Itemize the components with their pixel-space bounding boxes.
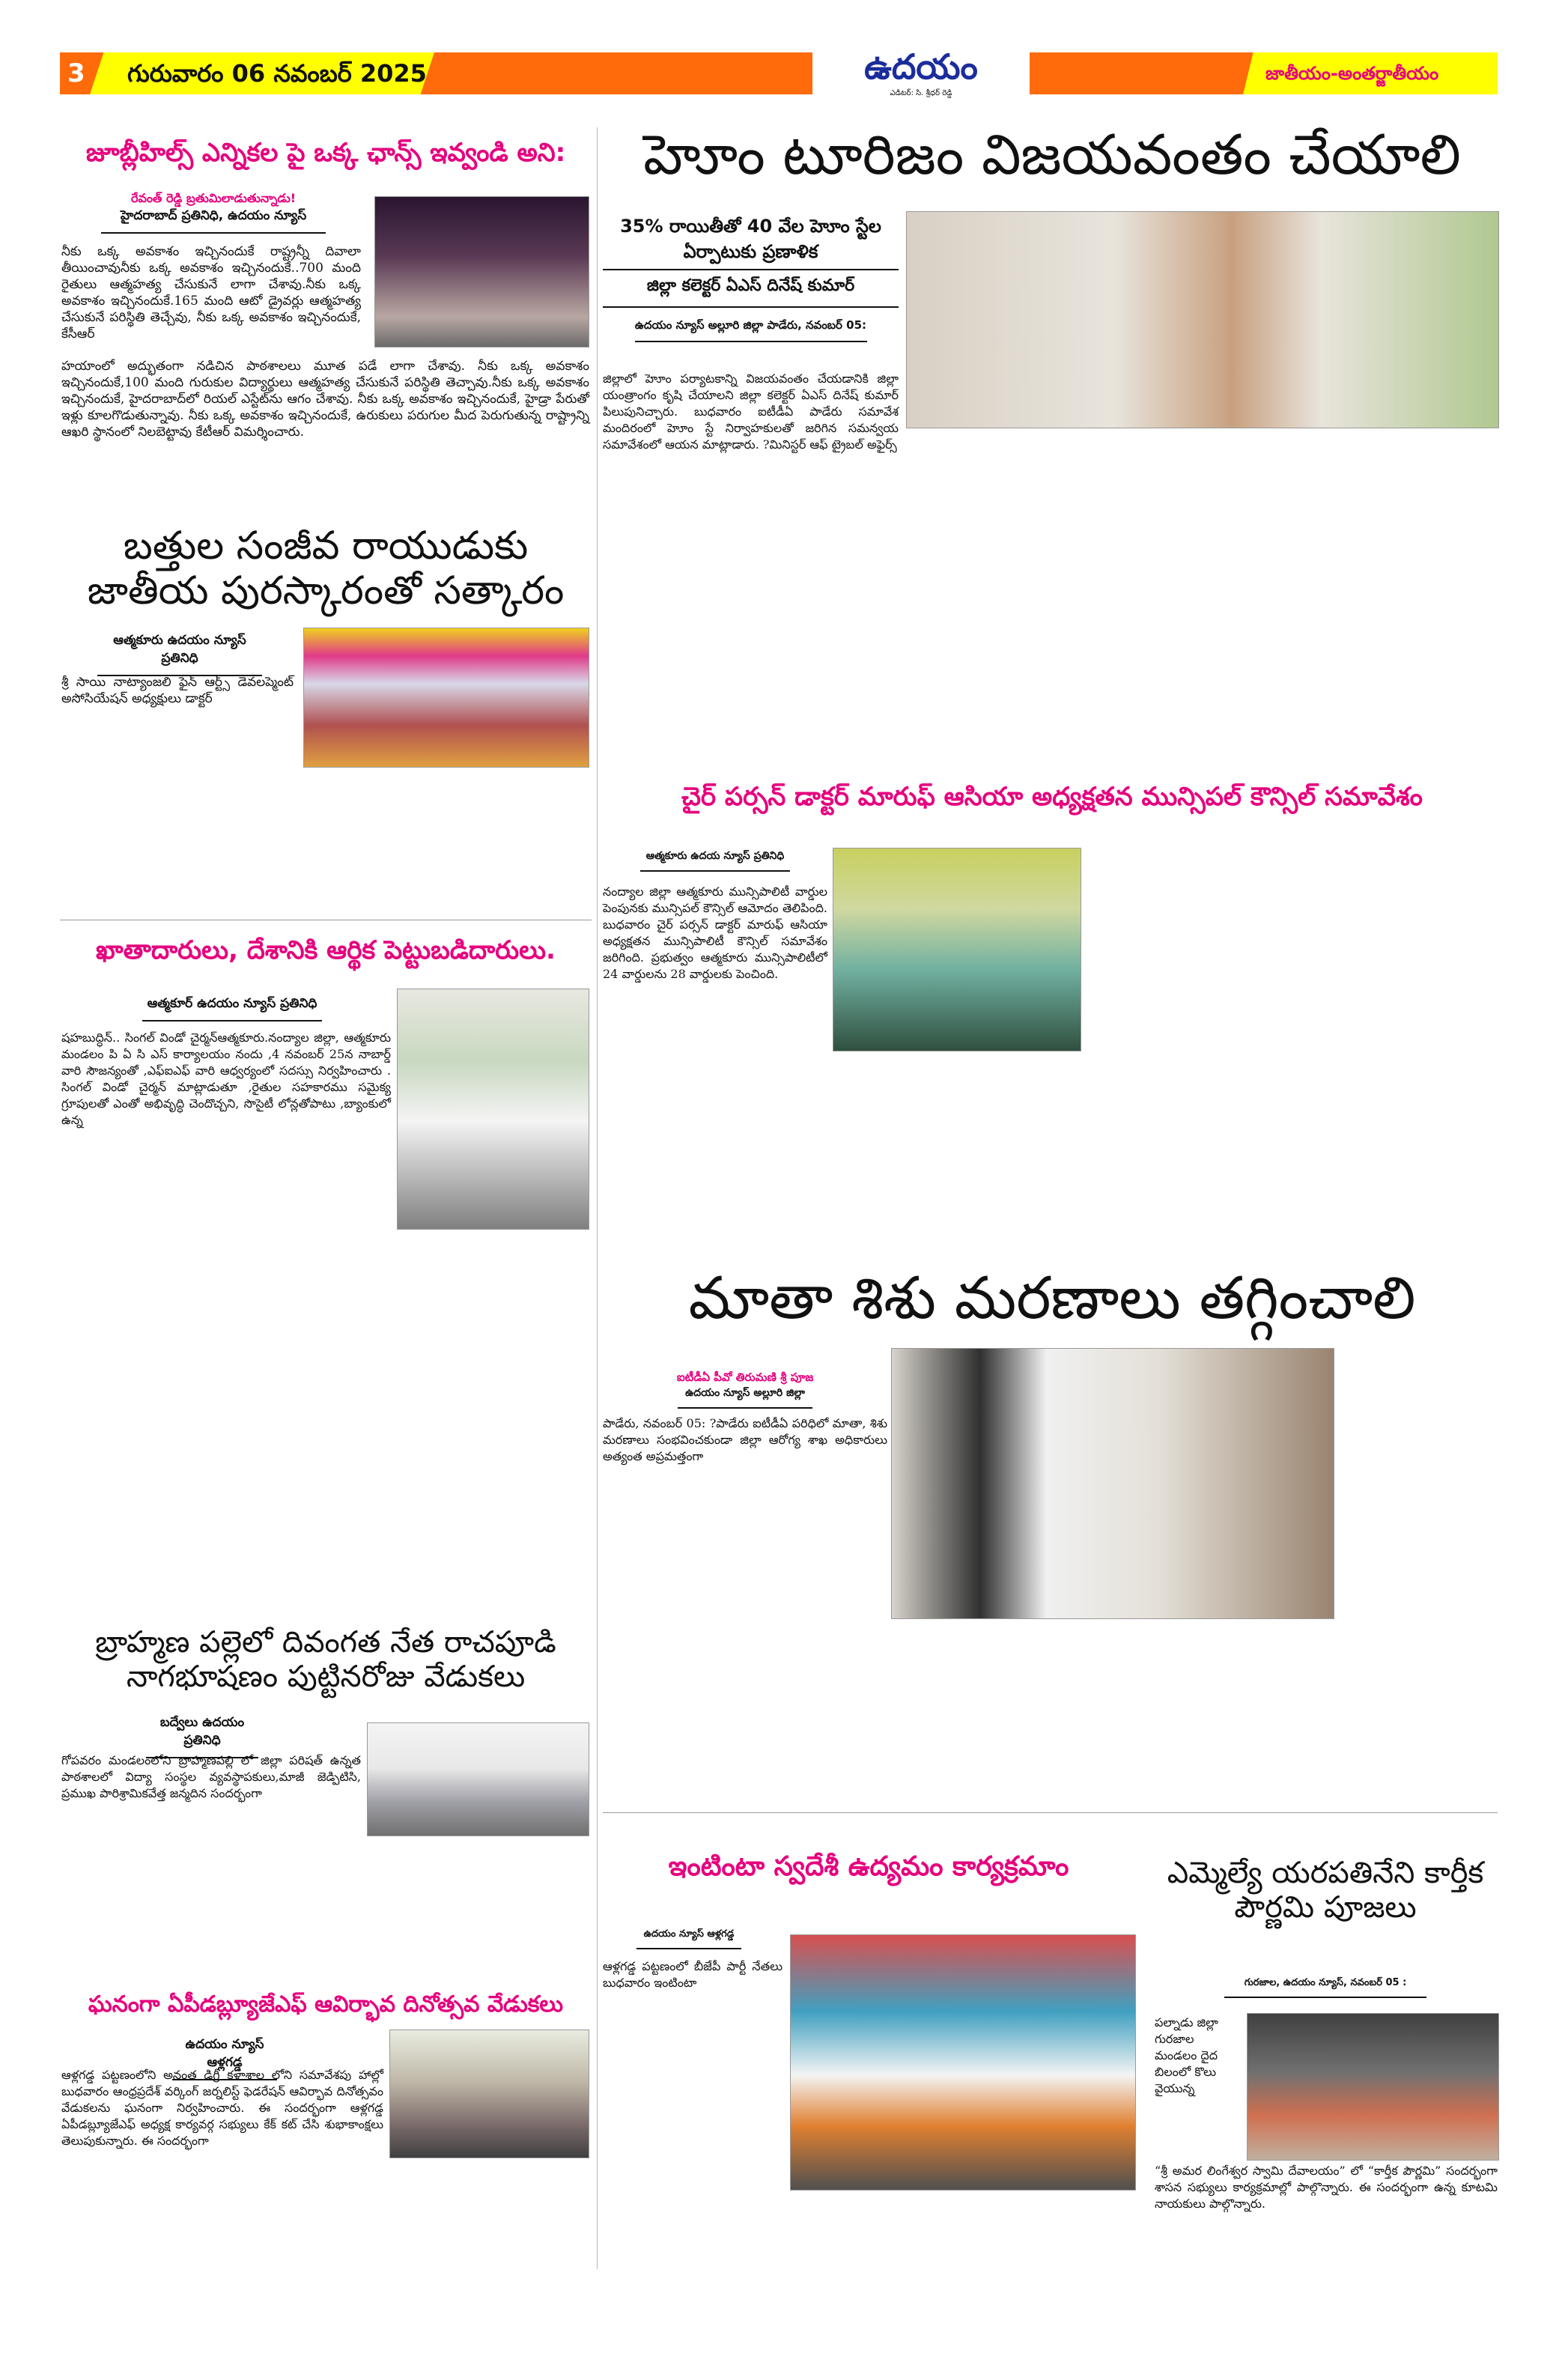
photo-award-ceremony xyxy=(303,628,589,768)
page-number: 3 xyxy=(67,58,85,88)
article-body: నీకు ఒక్క అవకాశం ఇచ్చినందుకే రాష్ట్రన్నీ దివాలా తీయించావునీకు ఒక్క అవకాశం ఇచ్చినందుకే..700 మంది రైతులు ఆత్మహత్య చేసుకునే లాగా చేశావు.నీకు ఒక్క అవకాశం ఇచ్చినందుకే.165 మంది ఆటో డ్రైవర్లు ఆత్మహత్య చేసుకునే పరిస్థితి తెచ్చేవు, నీకు ఒక్క అవకాశం ఇచ్చినందుకే, కేసీఆర్ xyxy=(61,244,361,341)
photo-speaker-mic xyxy=(397,989,589,1230)
municipal-byline-block xyxy=(603,850,827,879)
article-body: జిల్లాలో హెూం పర్యాటకాన్ని విజయవంతం చేయడానికి జిల్లా యంత్రాంగం కృషి చేయాలని జిల్లా కలెక్టర్ ఏఎస్ దినేష్ కుమార్ పిలుపునిచ్చారు. బుధవారం ఐటీడీఏ పాడేరు సమావేశ మందిరంలో హెూం స్టే నిర్వాహకులతో జరిగిన సమన్వయ సమావేశంలో ఆయన మాట్లాడారు. ?మినిస్టర్ ఆఫ్ ట్రైబల్ అఫైర్స్ xyxy=(603,371,899,452)
article-body: షహబుద్ధిన్.. సింగల్ విండో చైర్మన్ఆత్మకూరు.నంద్యాల జిల్లా, ఆత్మకూరు మండలం పి ఏ సి ఎస్ కార్యాలయం నందు ,4 నవంబర్ 25న నాబార్డ్ వారి సౌజన్యంతో ,ఎఫ్ఐఎఫ్ వారి ఆధ్వర్యంలో సదస్సు నిర్వహించారు . సింగల్ విండో చైర్మన్ మాట్లాడుతూ ,రైతుల సహకారము సమైక్య గ్రూపులతో ఎంతో అభివృద్ధి చెందొచ్చని, సొసైటీ లోన్లతోపాటు ,బ్యాంకులో ఉన్న xyxy=(61,1030,391,1127)
photo-bjp-campaign xyxy=(790,1934,1136,2191)
subhead: ఐటీడీఏ పీవో తిరుమణి శ్రీ పూజ xyxy=(676,1370,814,1384)
article-body-narrow: పల్నాడు జిల్లా గురజాల మండలం దైద బిలంలో కొలు వైయున్న xyxy=(1155,2015,1218,2095)
byline: ఉదయం న్యూస్ ఆళ్లగడ్డ xyxy=(636,1928,741,1949)
headline-municipal: చైర్ పర్సన్ డాక్టర్ మారుఫ్ ఆసియా అధ్యక్షతన మున్సిపల్ కౌన్సిల్ సమావేశం xyxy=(681,782,1423,812)
article-body: పాడేరు, నవంబర్ 05: ?పాడేరు ఐటీడీఏ పరిధిలో మాతా, శిశు మరణాలు సంభవించకుండా జిల్లా ఆరోగ్య శాఖ అధికారులు అత్యంత అప్రమత్తంగా xyxy=(603,1416,887,1463)
article-body: ఆళ్లగడ్డ పట్టణంలోని అనంత డిగ్రీ కళాశాల లోని సమావేశపు హాల్లో బుధవారం ఆంధ్రప్రదేశ్ వర్కింగ్ జర్నలిస్ట్ ఫెడరేషన్ ఆవిర్భావ దినోత్సవం వేడుకలను ఘనంగా నిర్వహించారు. ఈ సందర్భంగా ఆళ్లగడ్డ ఏపీడబ్ల్యూజేఎఫ్ అధ్యక్ష కార్యవర్గ సభ్యులు కేక్ కట్ చేసి శుభాకాంక్షలు తెలుపుకున్నారు. ఈ సందర్భంగా xyxy=(61,2068,383,2148)
logo xyxy=(812,45,1030,105)
article-body: నంద్యాల జిల్లా ఆత్మకూరు మున్సిపాలిటీ వార్డుల పెంపునకు మున్సిపల్ కౌన్సిల్ ఆమోదం తెలిపింది. బుధవారం చైర్ పర్సన్ డాక్టర్ మారుఫ్ ఆసియా అధ్యక్షతన మున్సిపాలిటీ కౌన్సిల్ సమావేశం జరిగింది. ప్రభుత్వం ఆత్మకూరు మున్సిపాలిటీలో 24 వార్డులను 28 వార్డులకు పెంచింది. xyxy=(603,884,827,981)
photo-cake-cutting xyxy=(389,2029,589,2158)
article-body: ఆళ్లగడ్డ పట్టణంలో బీజేపీ పార్టీ నేతలు బుధవారం ఇంటింటా xyxy=(603,1959,783,1990)
article-body: “శ్రీ అమర లింగేశ్వర స్వామి దేవాలయం” లో “కార్తీక పౌర్ణమి” సందర్భంగా శాసన సభ్యులు కార్యక్రమాల్లో పాల్గొన్నారు. ఈ సందర్భంగా ఉన్న కూటమి నాయకులు పాల్గొన్నారు. xyxy=(1155,2164,1498,2211)
subhead: 35% రాయితీతో 40 వేల హెూం స్టేల ఏర్పాటుకు ప్రణాళిక xyxy=(603,213,899,270)
logo-text: ఉదయం xyxy=(864,46,978,87)
byline: ఉదయం న్యూస్ అల్లూరి జిల్లా xyxy=(678,1387,812,1409)
subhead: రేవంత్ రెడ్డి బ్రతుమిలాడుతున్నాడు! xyxy=(130,191,297,205)
headline-khatadarulu: ఖాతాదారులు, దేశానికి ఆర్థిక పెట్టుబడిదారులు. xyxy=(96,935,556,965)
maternal-credits xyxy=(603,1370,887,1416)
swadeshi-byline-block xyxy=(603,1928,775,1957)
headline: జూబ్లీహిల్స్ ఎన్నికల పై ఒక్క ఛాన్స్ ఇవ్వండి అని: xyxy=(85,138,566,168)
photo-po-desk xyxy=(891,1348,1334,1619)
headline-swadeshi: ఇంటింటా స్వదేశీ ఉద్యమం కార్యక్రమాం xyxy=(668,1851,1069,1882)
byline: ఆత్మకూరు ఉదయం న్యూస్ ప్రతినిధి xyxy=(97,633,262,676)
byline: బద్వేలు ఉదయం ప్రతినిధి xyxy=(146,1715,258,1758)
headline-home-stay: హెూం టూరిజం విజయవంతం చేయాలి xyxy=(643,123,1461,187)
photo-chairperson xyxy=(833,848,1081,1051)
byline: హైదరాబాద్ ప్రతినిధి, ఉదయం న్యూస్ xyxy=(101,208,326,234)
jubilee-credits xyxy=(67,191,359,241)
article-body: గోపవరం మండలంలోని బ్రాహ్మణపల్లి లో జిల్లా పరిషత్ ఉన్నత పాఠశాలలో విద్యా సంస్థల వ్యవస్థాపకులు,మాజీ జెడ్పిటిసి, ప్రముఖ పారిశ్రామికవేత్త జన్మదిన సందర్భంగా xyxy=(61,1753,361,1800)
issue-date: గురువారం 06 నవంబర్ 2025 xyxy=(127,59,427,88)
photo-puja xyxy=(1247,2013,1499,2161)
headline-karthika: ఎమ్మెల్యే యరపతినేని కార్తీక పౌర్ణమి పూజలు xyxy=(1167,1856,1484,1925)
headline-sanjeeva: బత్తుల సంజీవ రాయుడుకు జాతీయ పురస్కారంతో సత్కారం xyxy=(87,523,565,613)
byline: గురజాల, ఉదయం న్యూస్, నవంబర్ 05 : xyxy=(1224,1977,1426,1998)
divider xyxy=(603,1812,1498,1813)
headline-maternal: మాతా శిశు మరణాలు తగ్గించాలి xyxy=(688,1265,1416,1332)
logo-tagline: ఎడిటర్: సి. శ్రీధర్ రెడ్డి xyxy=(890,89,952,97)
home-stay-subheads xyxy=(603,213,899,350)
khata-byline-block xyxy=(82,996,382,1029)
article-body-wide: హయాంలో అద్భుతంగా నడిచిన పాఠశాలలు మూత పడే లాగా చేశావు. నీకు ఒక్క అవకాశం ఇచ్చినందుకే,100 మంది గురుకుల విద్యార్థులు ఆత్మహత్య చేసుకునే పరిస్థితి తెచ్చావు.నీకు ఒక్క అవకాశం ఇచ్చినందుకే, హైదరాబాద్‌లో రియల్ ఎస్టేట్‌ను ఆగం చేశావు. నీకు ఒక్క అవకాశం ఇచ్చినందుకే, హైడ్రా పేరుతో ఇళ్లు కూలగొడుతున్నావు. నీకు ఒక్క అవకాశం ఇచ్చినందుకే, ఉరుకులు పరుగుల మీద పెరుగుతున్న రాష్ట్రాన్ని ఆఖరి స్థానంలో నిలబెట్టావు కేటీఆర్ విమర్శించారు. xyxy=(61,359,589,440)
headline-brahmanapalli: బ్రాహ్మణ పల్లెలో దివంగత నేత రాచపూడి నాగభూషణం పుట్టినరోజు వేడుకలు xyxy=(95,1625,556,1694)
byline: ఆత్మకూరు ఉదయ న్యూస్ ప్రతినిధి xyxy=(640,850,790,872)
headline-apwjf: ఘనంగా ఏపీడబ్ల్యూజేఎఫ్ ఆవిర్భావ దినోత్సవ వేడుకలు xyxy=(88,1991,564,2018)
article-jubilee xyxy=(60,139,592,168)
section-label: జాతీయం-అంతర్జాతీయం xyxy=(1265,63,1439,84)
subhead-collector: జిల్లా కలెక్టర్ ఏఎస్ దినేష్ కుమార్ xyxy=(603,276,899,308)
column-divider xyxy=(597,127,598,2269)
photo-rally xyxy=(374,196,589,347)
photo-collector-meeting xyxy=(906,211,1499,428)
karthika-byline-block xyxy=(1153,1977,1498,2006)
photo-birthday-event xyxy=(367,1722,589,1836)
article-body: శ్రీ సాయి నాట్యాంజలి ఫైన్ ఆర్ట్స్ డెవలప్మెంట్ అసోసియేషన్ అధ్యక్షులు డాక్టర్ xyxy=(61,675,294,706)
byline: ఉదయం న్యూస్ అల్లూరి జిల్లా పాడేరు, నవంబర్ 05: xyxy=(635,318,867,342)
byline: ఆత్మకూర్ ఉదయం న్యూస్ ప్రతినిధి xyxy=(142,996,322,1021)
byline: ఉదయం న్యూస్ ఆళ్లగడ్డ xyxy=(172,2037,277,2080)
